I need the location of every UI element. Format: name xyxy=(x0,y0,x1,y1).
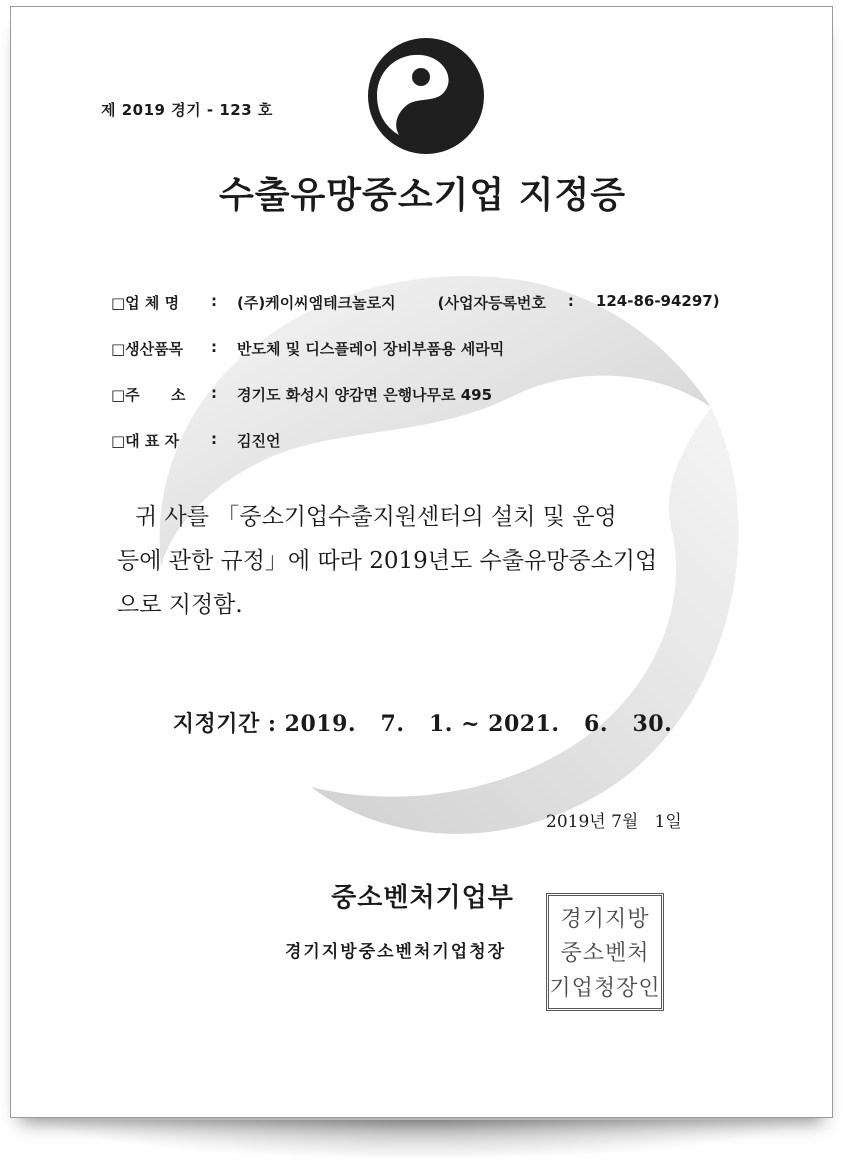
ceo-value: 김진언 xyxy=(237,432,281,450)
designation-statement xyxy=(117,495,757,627)
product-colon: : xyxy=(211,338,217,356)
address-value: 경기도 화성시 양감면 은행나무로 495 xyxy=(237,386,493,404)
statement-line-3: 으로 지정함. xyxy=(117,592,243,618)
certificate-number: 제 2019 경기 - 123 호 xyxy=(101,101,273,119)
company-value: (주)케이씨엠테크놀로지 xyxy=(237,294,396,312)
registration-colon: : xyxy=(567,292,574,310)
seal-line-3: 기업청장인 xyxy=(549,976,661,1002)
ceo-label: □대 표 자 xyxy=(111,432,180,450)
company-row xyxy=(111,292,720,313)
seal-line-2: 중소벤처 xyxy=(560,941,650,967)
ceo-colon: : xyxy=(211,430,217,448)
issue-date: 2019년 7월 1일 xyxy=(546,812,682,832)
government-emblem-icon xyxy=(363,33,489,159)
registration-number: 124-86-94297) xyxy=(595,292,720,310)
company-label: □업 체 명 xyxy=(111,294,180,312)
issuing-office: 경기지방중소벤처기업청장 xyxy=(285,942,507,962)
address-row xyxy=(111,384,492,405)
statement-line-2: 등에 관한 규정」에 따라 2019년도 수출유망중소기업 xyxy=(117,548,658,574)
ceo-row xyxy=(111,430,280,451)
issuing-ministry: 중소벤처기업부 xyxy=(331,883,514,913)
statement-line-1: 귀 사를 「중소기업수출지원센터의 설치 및 운영 xyxy=(135,504,617,530)
company-colon: : xyxy=(211,292,217,310)
registration-label: (사업자등록번호 xyxy=(437,294,546,312)
document-title: 수출유망중소기업 지정증 xyxy=(218,175,627,216)
official-seal xyxy=(546,893,664,1011)
product-row xyxy=(111,338,504,359)
address-label: □주 소 xyxy=(111,386,186,404)
address-colon: : xyxy=(211,384,217,402)
product-value: 반도체 및 디스플레이 장비부품용 세라믹 xyxy=(237,340,505,358)
certificate-page xyxy=(10,6,833,1118)
product-label: □생산품목 xyxy=(111,340,184,358)
designation-period: 지정기간 : 2019. 7. 1. ~ 2021. 6. 30. xyxy=(172,711,673,737)
seal-line-1: 경기지방 xyxy=(560,906,650,932)
page-shadow xyxy=(40,1120,803,1160)
